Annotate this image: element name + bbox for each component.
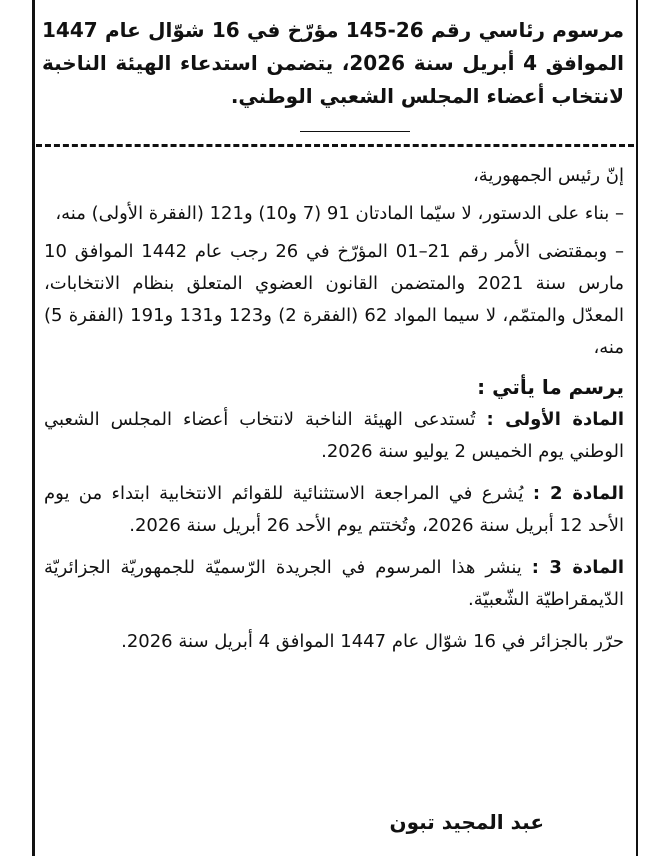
title-underline [300,131,410,132]
article-2-text: يُشرع في المراجعة الاستثنائية للقوائم الانتخابية ابتداء من يوم الأحد 12 أبريل سنة 2026، وتُختتم يوم الأحد 26 أبريل سنة 2026. [44,483,624,536]
preamble-clause-constitution: – بناء على الدستور، لا سيّما المادتان 91 (7 و10) و121 (الفقرة الأولى) منه، [55,203,624,224]
preamble-intro: إنّ رئيس الجمهورية، [472,165,624,186]
article-3-title: المادة 3 : [531,557,624,578]
article-3-text: ينشر هذا المرسوم في الجريدة الرّسميّة للجمهوريّة الجزائريّة الدّيمقراطيّة الشّعبيّة. [44,557,624,610]
article-1 [44,404,624,468]
decree-label: يرسم ما يأتي : [477,375,624,399]
preamble-clause-ordinance: – وبمقتضى الأمر رقم 21–01 المؤرّخ في 26 رجب عام 1442 الموافق 10 مارس سنة 2021 والمتضمن القانون العضوي المتعلق بنظام الانتخابات، المعدّل والمتمّم، لا سيما المواد 62 (الفقرة 2) و123 و131 و191 (الفقرة 5) منه، [44,241,625,358]
closing-statement: حرّر بالجزائر في 16 شوّال عام 1447 الموافق 4 أبريل سنة 2026. [121,631,624,652]
signature: عبد المجيد تبون [389,810,544,834]
right-border-line [636,0,638,856]
article-1-text: تُستدعى الهيئة الناخبة لانتخاب أعضاء المجلس الشعبي الوطني يوم الخميس 2 يوليو سنة 2026. [44,409,624,462]
article-2-title: المادة 2 : [532,483,624,504]
article-2 [44,478,624,542]
left-border-line [32,0,35,856]
article-1-title: المادة الأولى : [486,409,624,430]
decree-title: مرسوم رئاسي رقم 26-145 مؤرّخ في 16 شوّال عام 1447 الموافق 4 أبريل سنة 2026، يتضمن استدعاء الهيئة الناخبة لانتخاب أعضاء المجلس الشعبي الوطني. [42,18,624,108]
decree-body [44,160,624,658]
dashed-separator [36,144,634,147]
article-3 [44,552,624,616]
